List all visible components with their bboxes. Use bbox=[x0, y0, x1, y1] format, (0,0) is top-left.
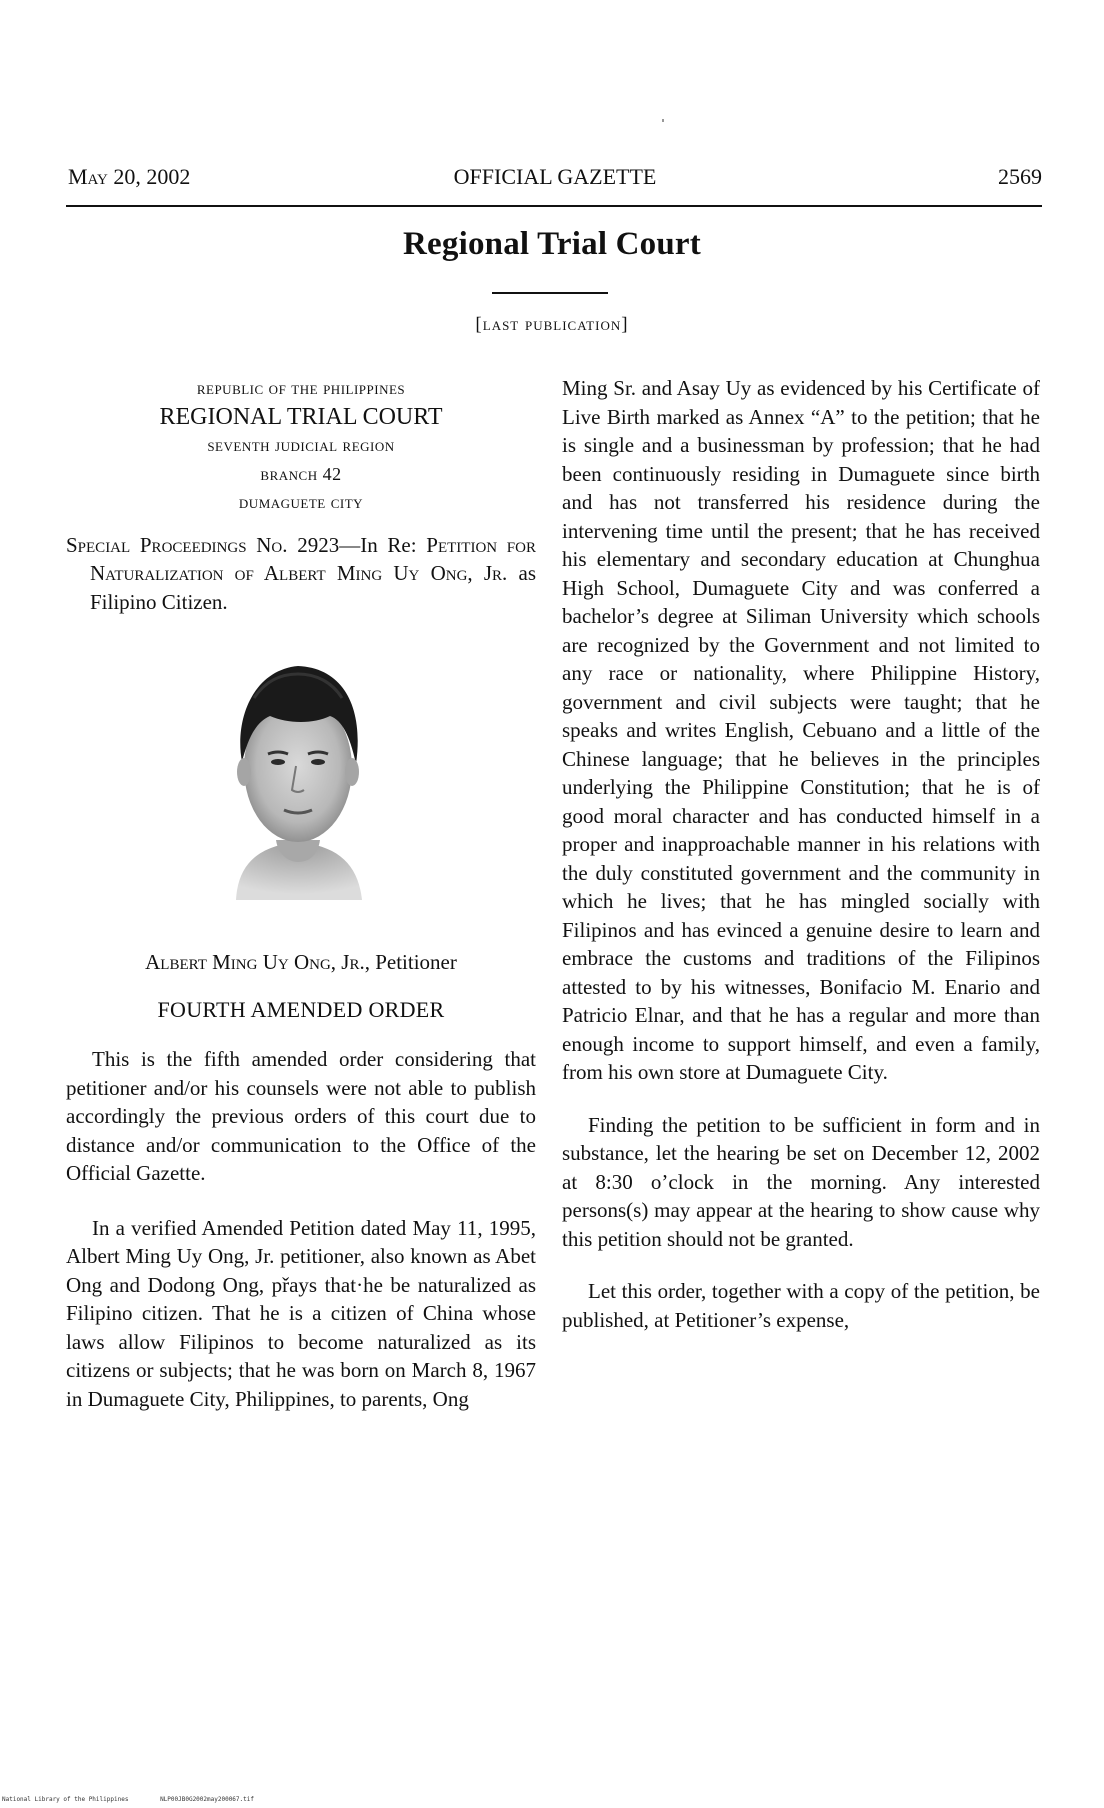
title-rule bbox=[492, 292, 608, 294]
photo-container bbox=[66, 658, 536, 920]
petitioner-role: , Petitioner bbox=[364, 950, 457, 974]
case-number: Special Proceedings No. 2923 bbox=[66, 532, 340, 557]
petitioner-line bbox=[66, 950, 536, 975]
case-separator: — bbox=[339, 532, 361, 557]
scan-speck bbox=[662, 119, 664, 122]
publication-note: [last publication] bbox=[475, 314, 629, 335]
publication-name: OFFICIAL GAZETTE bbox=[453, 164, 657, 189]
petitioner-photo bbox=[218, 658, 378, 900]
paragraph-1: This is the fifth amended order considering that petitioner and/or his counsels were not able to publish accordingly the previous orders of this court due to distance and/or communication to the Office of the Official Gazette. bbox=[66, 1047, 536, 1185]
page-number: 2569 bbox=[998, 164, 1042, 189]
caption-republic: republic of the philippines bbox=[196, 378, 406, 398]
caption-region: seventh judicial region bbox=[207, 435, 395, 455]
footer-file-id: NLP00JB0G2002may200067.tif bbox=[160, 1796, 254, 1803]
paragraph-2: In a verified Amended Petition dated May 11, 1995, Albert Ming Uy Ong, Jr. petitioner, also known as Abet Ong and Dodong Ong, přays that·he be naturalized as Filipino citizen. That he is a citizen of China whose laws allow Filipinos to become naturalized as its citizens or subjects; that he was born on March 8, 1967 in Dumaguete City, Philippines, to parents, Ong bbox=[66, 1215, 536, 1411]
header-rule bbox=[66, 205, 1042, 207]
footer-library: National Library of the Philippines bbox=[2, 1796, 129, 1803]
right-column bbox=[562, 374, 1040, 1334]
caption-city: dumaguete city bbox=[238, 492, 364, 512]
case-petition: Petition for Naturalization of Albert Ming Uy Ong, Jr. bbox=[90, 532, 536, 585]
case-heading bbox=[66, 531, 536, 617]
petitioner-name: Albert Ming Uy Ong, Jr. bbox=[145, 950, 365, 974]
case-in-re: In Re: bbox=[360, 532, 427, 557]
case-suffix: as Filipino Citizen. bbox=[90, 561, 536, 614]
caption-court: REGIONAL TRIAL COURT bbox=[159, 403, 443, 430]
issue-date: May 20, 2002 bbox=[68, 164, 191, 189]
paragraph-3: Finding the petition to be sufficient in form and in substance, let the hearing be set on December 12, 2002 at 8:30 o’clock in the morning. Any interested persons(s) may appear at the hearing to show cause why this petition should not be granted. bbox=[562, 1112, 1040, 1251]
section-title: Regional Trial Court bbox=[403, 226, 701, 262]
scan-footer bbox=[2, 1796, 282, 1803]
left-column bbox=[66, 374, 536, 1413]
paragraph-2-continued: Ming Sr. and Asay Uy as evidenced by his Certificate of Live Birth marked as Annex “A” to the petition; that he is single and a businessman by profession; that he had been continuously residing in Dumaguete since birth and has not transferred his residence during the intervening time until the present; that he has received his elementary and secondary education at Chunghua High School, Dumaguete City and was conferred a bachelor’s degree at Siliman University which schools are recognized by the Government and not limited to any race or nationality, where Philippine History, government and civil subjects were taught; that he speaks and writes English, Cebuano and a little of the Chinese language; that he believes in the principles underlying the Philippine Constitution; that he is of good moral character and has conducted himself in a proper and inapproachable manner in his relations with the duly constituted government and the community in which he lives; that he has mingled socially with Filipinos and has evinced a genuine desire to learn and embrace the customs and traditions of the Filipinos attested to by his witnesses, Bonifacio M. Enario and Patricio Elnar, and that he has a regular and more than enough income to support himself, and even a family, from his own store at Dumaguete City. bbox=[562, 376, 1040, 1084]
running-head bbox=[68, 164, 1042, 196]
caption-branch: branch 42 bbox=[260, 463, 342, 484]
court-caption bbox=[66, 374, 536, 517]
paragraph-4: Let this order, together with a copy of the petition, be published, at Petitioner’s expense, bbox=[562, 1279, 1040, 1332]
order-title: FOURTH AMENDED ORDER bbox=[157, 997, 445, 1022]
